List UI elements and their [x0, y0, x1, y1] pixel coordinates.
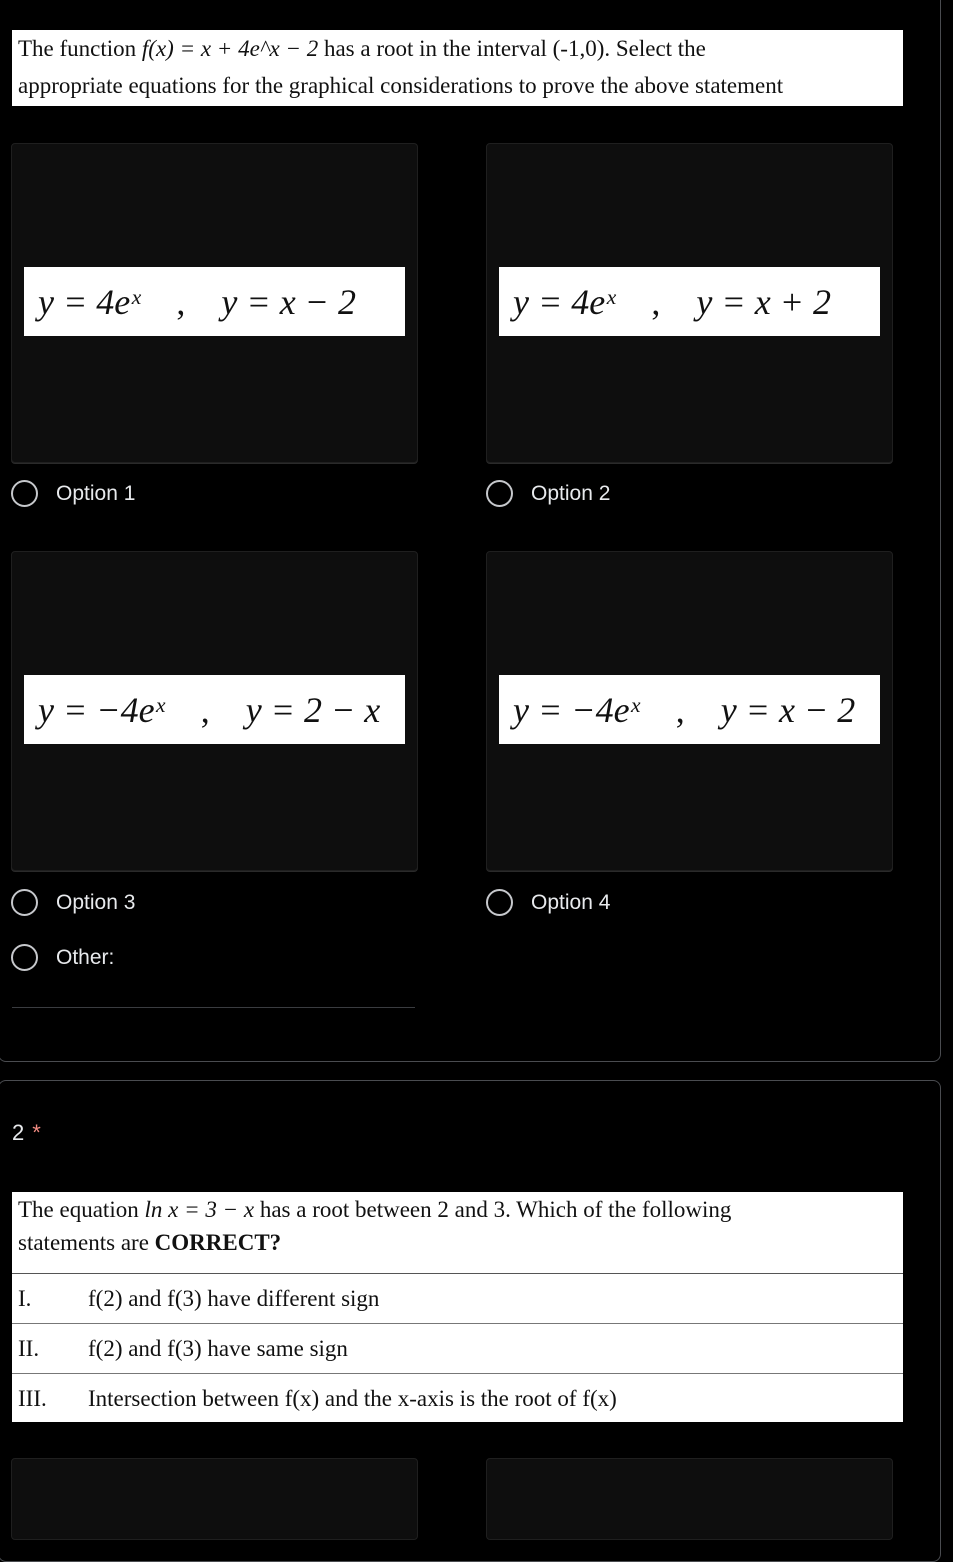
required-asterisk: *: [32, 1120, 41, 1145]
option-4-eq-a: y = −4eˣ: [513, 689, 640, 730]
statement-row: [12, 1274, 903, 1324]
question-2-option-tile[interactable]: [486, 1458, 893, 1540]
question-2-text-end: has a root between 2 and 3. Which of the following: [254, 1197, 732, 1222]
option-4-label: Option 4: [531, 890, 611, 914]
question-2-image: [12, 1192, 903, 1422]
radio-circle-icon[interactable]: [11, 480, 38, 507]
statement-number: III.: [18, 1386, 47, 1411]
option-2-eq-b: y = x + 2: [696, 281, 831, 322]
option-3-label: Option 3: [56, 890, 136, 914]
statement-number: II.: [18, 1335, 40, 1361]
option-3-image-tile[interactable]: [11, 551, 418, 871]
option-3-eq-a: y = −4eˣ: [38, 689, 165, 730]
question-1-text-line2: appropriate equations for the graphical considerations to prove the above statement: [18, 73, 784, 98]
radio-circle-icon[interactable]: [11, 944, 38, 971]
option-3-radio[interactable]: [11, 889, 135, 916]
option-4-eq-b: y = x − 2: [720, 689, 856, 730]
statement-row: [12, 1324, 903, 1374]
question-2-title: [12, 1120, 41, 1146]
question-1-function: f(x) = x + 4e^x − 2: [141, 36, 319, 61]
question-1-text-start: The function: [18, 36, 142, 61]
other-text-input[interactable]: [12, 1007, 415, 1008]
option-4-radio[interactable]: [486, 889, 610, 916]
option-2-radio[interactable]: [486, 480, 610, 507]
option-1-eq-b: y = x − 2: [221, 281, 356, 322]
option-4-image-tile[interactable]: [486, 551, 893, 871]
option-4-equations: y = −4eˣ , y = x − 2: [499, 675, 880, 744]
radio-circle-icon[interactable]: [486, 480, 513, 507]
other-option-radio[interactable]: [11, 944, 114, 971]
question-2-option-tile[interactable]: [11, 1458, 418, 1540]
question-2-emphasis: CORRECT?: [154, 1230, 282, 1255]
option-3-eq-b: y = 2 − x: [245, 689, 381, 730]
question-2-text-line2: statements are: [18, 1230, 155, 1255]
option-2-image-tile[interactable]: [486, 143, 893, 463]
option-1-equations: y = 4eˣ , y = x − 2: [24, 267, 405, 336]
other-option-label: Other:: [56, 945, 115, 969]
option-1-image-tile[interactable]: [11, 143, 418, 463]
option-1-label: Option 1: [56, 481, 136, 505]
option-2-eq-a: y = 4eˣ: [513, 281, 616, 322]
question-2-text-start: The equation: [18, 1197, 145, 1222]
question-1-text-end: has a root in the interval (-1,0). Select the: [318, 36, 706, 61]
option-2-equations: y = 4eˣ , y = x + 2: [499, 267, 880, 336]
question-2-stem: [12, 1192, 903, 1274]
question-2-equation: ln x = 3 − x: [144, 1197, 255, 1222]
statement-number: I.: [18, 1285, 32, 1311]
option-1-radio[interactable]: [11, 480, 135, 507]
radio-circle-icon[interactable]: [486, 889, 513, 916]
statement-text: Intersection between f(x) and the x-axis is the root of f(x): [88, 1386, 617, 1411]
statement-row: [12, 1374, 903, 1424]
option-1-eq-a: y = 4eˣ: [38, 281, 141, 322]
statement-text: f(2) and f(3) have same sign: [88, 1335, 348, 1361]
option-3-equations: y = −4eˣ , y = 2 − x: [24, 675, 405, 744]
question-1-image: [12, 30, 903, 106]
radio-circle-icon[interactable]: [11, 889, 38, 916]
option-2-label: Option 2: [531, 481, 611, 505]
question-number: 2: [12, 1120, 25, 1145]
statement-text: f(2) and f(3) have different sign: [88, 1285, 380, 1311]
